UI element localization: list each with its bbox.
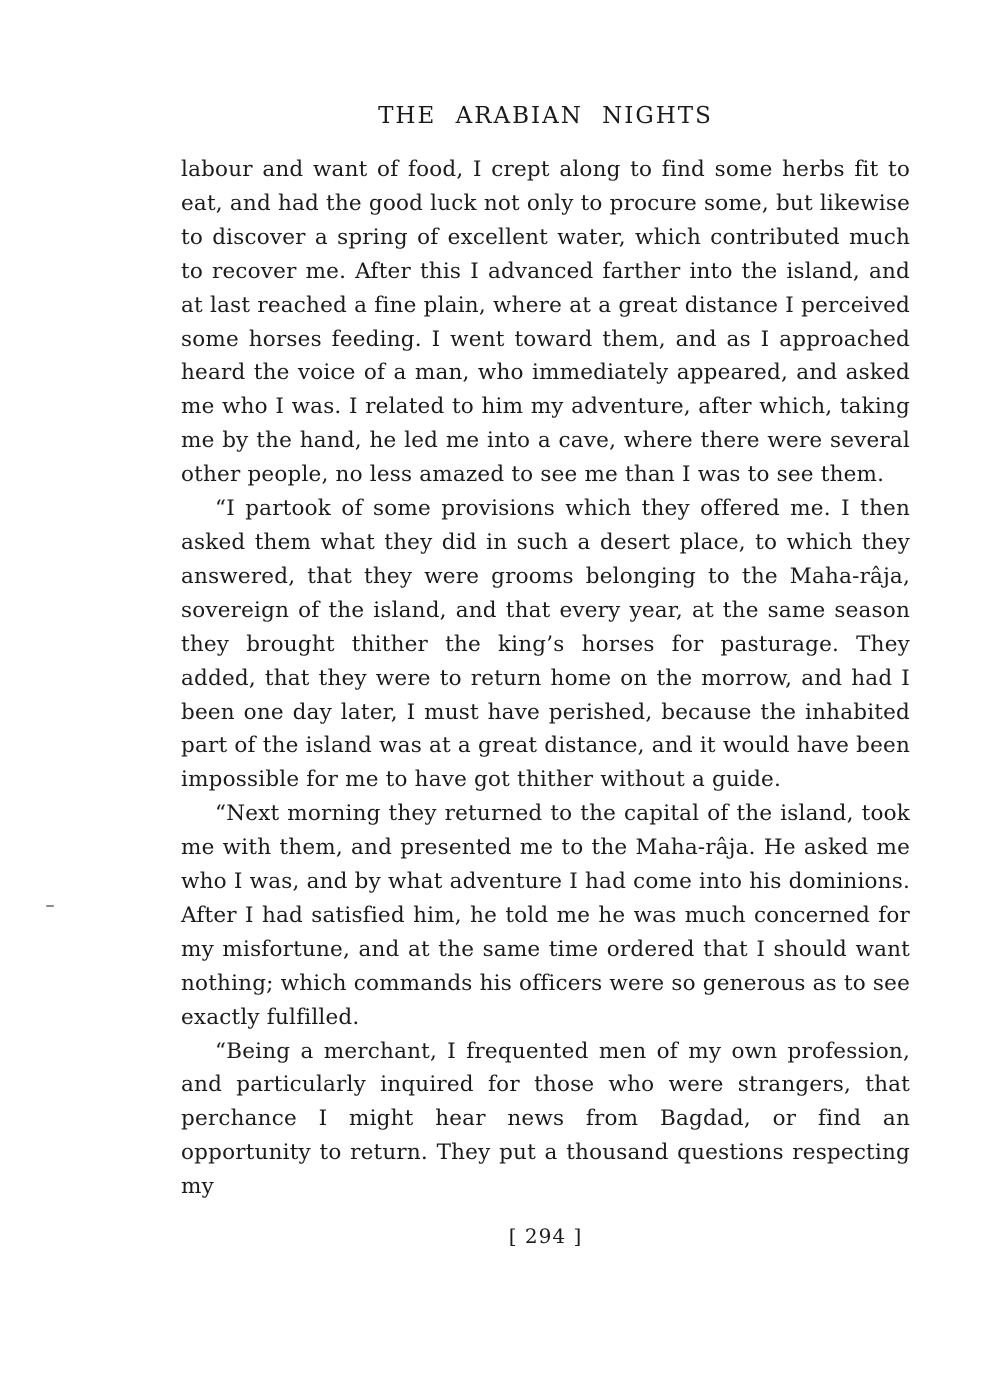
- text-block: [181, 103, 910, 1204]
- scan-artifact-mark: [46, 905, 54, 907]
- running-head-title: THE ARABIAN NIGHTS: [378, 103, 713, 129]
- body-text: [181, 153, 910, 1204]
- page-number: [ 294 ]: [508, 1224, 583, 1248]
- paragraph-3: “Next morning they returned to the capital of the island, took me with them, and presented me to the Maha-râja. He asked me who I was, and by what adventure I had come into his dominions. After I had satisfied him, he told me he was much concerned for my misfortune, and at the same time ordered that I should want nothing; which commands his officers were so generous as to see exactly fulfilled.: [181, 801, 910, 1030]
- paragraph-4: “Being a merchant, I frequented men of my own profession, and particularly inquired for those who were strangers, that perchance I might hear news from Bagdad, or find an opportunity to return. They put a thousand questions respecting my: [181, 1038, 910, 1200]
- paragraph-2: “I partook of some provisions which they offered me. I then asked them what they did in such a desert place, to which they answered, that they were grooms belonging to the Maha-râja, sovereign of the island, and that every year, at the same season they brought thither the king’s horses for pasturage. They added, that they were to return home on the morrow, and had I been one day later, I must have perished, because the inhabited part of the island was at a great distance, and it would have been impossible for me to have got thither without a guide.: [181, 496, 910, 793]
- paragraph-1: labour and want of food, I crept along to find some herbs fit to eat, and had the good luck not only to procure some, but likewise to discover a spring of excellent water, which contributed much to recover me. After this I advanced farther into the island, and at last reached a fine plain, where at a great distance I perceived some horses feeding. I went toward them, and as I approached heard the voice of a man, who immediately appeared, and asked me who I was. I related to him my adventure, after which, taking me by the hand, he led me into a cave, where there were several other people, no less amazed to see me than I was to see them.: [181, 157, 910, 488]
